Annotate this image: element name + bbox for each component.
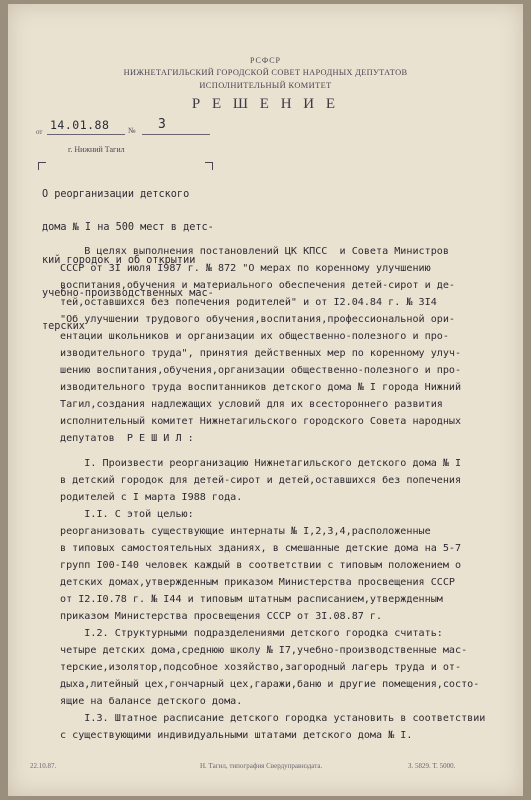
decision-number: 3 bbox=[158, 117, 167, 132]
body-line: Тагил,создания надлежащих условий для их всестороннего развития bbox=[60, 399, 443, 410]
body-line: I.2. Структурными подразделениями детского городка считать: bbox=[60, 628, 443, 639]
body-line: в детский городок для детей-сирот и детей,оставшихся без попечения bbox=[60, 475, 462, 486]
body-line: изводительного труда", принятия действенных мер по коренному улуч- bbox=[60, 348, 462, 359]
body-line: с существующими индивидуальными штатами детского дома № I. bbox=[60, 730, 413, 741]
body-line: ящие на балансе детского дома. bbox=[60, 696, 243, 707]
date-underline bbox=[47, 134, 125, 135]
footer-print-date: 22.10.87. bbox=[30, 762, 57, 770]
document-type-title: Р Е Ш Е Н И Е bbox=[191, 96, 340, 112]
subject-line: терских bbox=[42, 321, 85, 332]
body-line: I.3. Штатное расписание детского городка установить в соответствии bbox=[60, 713, 486, 724]
body-line: в типовых самостоятельных зданиях, в смешанные детские дома на 5-7 bbox=[60, 543, 462, 554]
body-line: групп I00-I40 человек каждый в соответствии с типовым положением о bbox=[60, 560, 462, 571]
decision-date: 14.01.88 bbox=[50, 118, 110, 132]
date-prefix: от bbox=[36, 128, 43, 136]
body-line: "Об улучшении трудового обучения,воспитания,профессиональной ори- bbox=[60, 314, 456, 325]
body-line: депутатов Р Е Ш И Л : bbox=[60, 433, 194, 444]
body-line: СССР от 3I июля I987 г. № 872 "О мерах по коренному улучшению bbox=[60, 263, 431, 274]
subject-line: дома № I на 500 мест в детс- bbox=[42, 222, 214, 233]
body-line: терские,изолятор,подсобное хозяйство,загородный лагерь труда и от- bbox=[60, 662, 462, 673]
body-line: четыре детских дома,среднюю школу № I7,учебно-производственные мас- bbox=[60, 645, 468, 656]
body-line: В целях выполнения постановлений ЦК КПСС и Совета Министров bbox=[60, 246, 449, 257]
body-line: воспитания,обучения и материального обеспечения детей-сирот и де- bbox=[60, 280, 456, 291]
number-prefix: № bbox=[128, 126, 136, 135]
council-heading: НИЖНЕТАГИЛЬСКИЙ ГОРОДСКОЙ СОВЕТ НАРОДНЫХ ДЕПУТАТОВ bbox=[123, 68, 408, 77]
body-line: родителей с I марта I988 года. bbox=[60, 492, 243, 503]
footer-order-number: З. 5829. Т. 5000. bbox=[408, 762, 456, 770]
subject-line: учебно-производственных мас- bbox=[42, 288, 214, 299]
body-line: дыха,литейный цех,гончарный цех,гаражи,баню и другие помещения,состо- bbox=[60, 679, 480, 690]
subject-line: кий городок и об открытии bbox=[42, 255, 196, 266]
footer-printer: Н. Тагил, типография Свердуправиздата. bbox=[200, 762, 323, 770]
body-line: изводительного труда воспитанников детского дома № I города Нижний bbox=[60, 382, 462, 393]
subject-line: О реорганизации детского bbox=[42, 189, 190, 200]
body-line: приказом Министерства просвещения СССР от 3I.08.87 г. bbox=[60, 611, 383, 622]
committee-heading: ИСПОЛНИТЕЛЬНЫЙ КОМИТЕТ bbox=[199, 81, 332, 90]
body-line: исполнительный комитет Нижнетагильского городского Совета народных bbox=[60, 416, 462, 427]
body-line: I. Произвести реорганизацию Нижнетагильского детского дома № I bbox=[60, 458, 462, 469]
number-underline bbox=[142, 134, 210, 135]
body-line: от I2.I0.78 г. № I44 и типовым штатным расписанием,утвержденным bbox=[60, 594, 443, 605]
body-line: реорганизовать существующие интернаты № I,2,3,4,расположенные bbox=[60, 526, 431, 537]
body-line: тей,оставшихся без попечения родителей" и от I2.04.84 г. № 3I4 bbox=[60, 297, 437, 308]
city-label: г. Нижний Тагил bbox=[68, 145, 125, 154]
body-line: шению воспитания,обучения,организации общественно-полезного и про- bbox=[60, 365, 462, 376]
body-line: I.I. С этой целью: bbox=[60, 509, 194, 520]
body-line: ентации школьников и организации их общественно-полезного и про- bbox=[60, 331, 449, 342]
body-line: детских домах,утвержденным приказом Министерства просвещения СССР bbox=[60, 577, 456, 588]
state-heading: РСФСР bbox=[250, 56, 281, 65]
